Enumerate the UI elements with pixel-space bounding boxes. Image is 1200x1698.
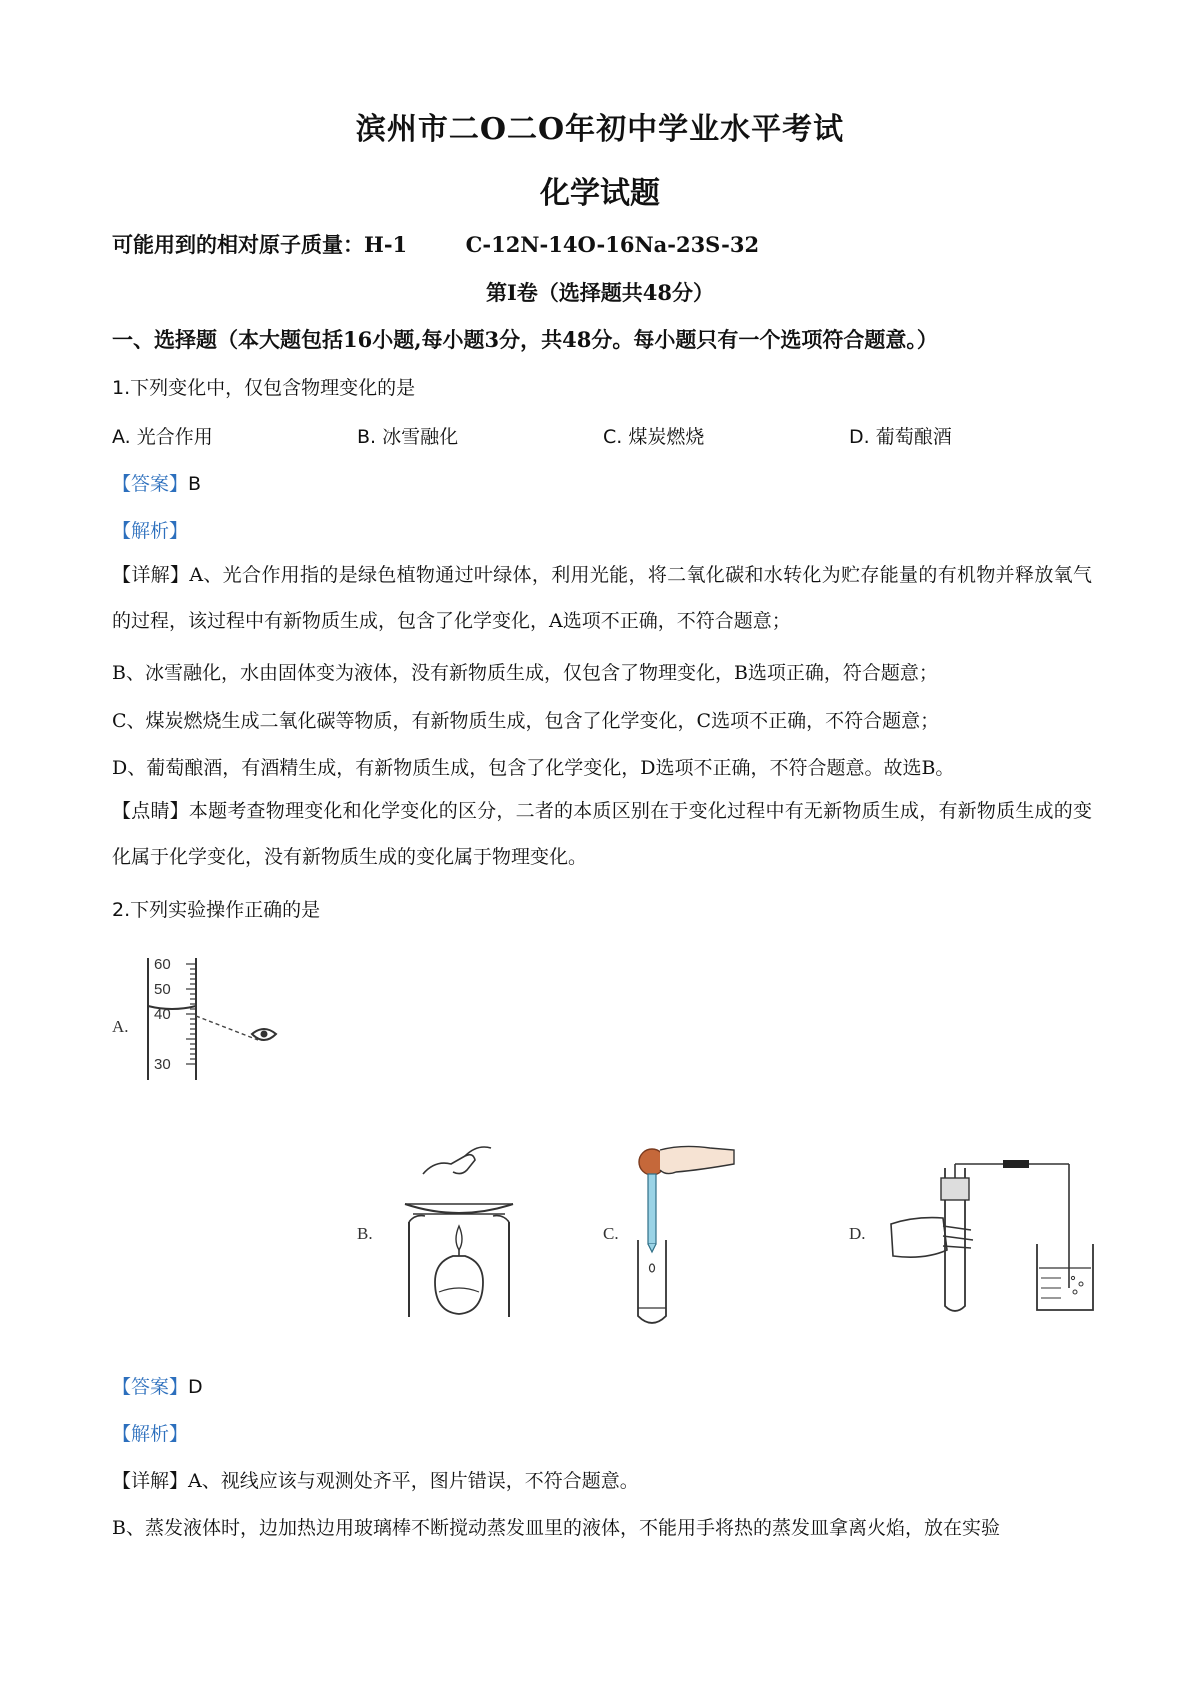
q2-answer (112, 1372, 203, 1399)
fig-a-cylinder-diagram (140, 956, 290, 1086)
rubber-connector (1003, 1160, 1029, 1168)
sight-line (196, 1016, 258, 1040)
q1-comment (112, 788, 1092, 880)
fig-c-dropper-diagram (630, 1140, 740, 1330)
answer-label: 【答案】 (112, 473, 189, 495)
tick-40: 40 (154, 1006, 171, 1023)
q1-detail-b: B、冰雪融化，水由固体变为液体，没有新物质生成，仅包含了物理变化，B选项正确，符合题意； (112, 662, 938, 684)
evaporating-dish (405, 1204, 513, 1213)
tick-50: 50 (154, 981, 171, 998)
atomic-masses: 可能用到的相对原子质量：H-1 C-12N-14O-16Na-23S-32 (112, 232, 760, 257)
q1-option-d: D. 葡萄酿酒 (849, 426, 952, 448)
q1-detail-c: C、煤炭燃烧生成二氧化碳等物质，有新物质生成，包含了化学变化，C选项不正确，不符合题意； (112, 710, 940, 732)
dropper-tube (648, 1174, 656, 1244)
section-heading: 一、选择题（本大题包括16小题,每小题3分，共48分。每小题只有一个选项符合题意。） (112, 327, 938, 352)
hand-icon (891, 1218, 947, 1258)
beaker (1037, 1244, 1093, 1310)
q2-detail-b: B、蒸发液体时，边加热边用玻璃棒不断搅动蒸发皿里的液体，不能用手将热的蒸发皿拿离火焰，放在实验 (112, 1517, 1000, 1539)
fig-c-label: C. (603, 1224, 619, 1243)
q2-detail-a (112, 1466, 639, 1493)
detail-text: A、视线应该与观测处齐平，图片错误，不符合题意。 (188, 1470, 639, 1492)
detail-text: A、光合作用指的是绿色植物通过叶绿体，利用光能，将二氧化碳和水转化为贮存能量的有机物并释放氧气的过程，该过程中有新物质生成，包含了化学变化，A选项不正确，不符合题意； (112, 564, 1092, 632)
q1-detail-d: D、葡萄酿酒，有酒精生成，有新物质生成，包含了化学变化，D选项不正确，不符合题意。故选B。 (112, 757, 955, 779)
hand-icon (660, 1146, 734, 1173)
alcohol-lamp (435, 1256, 483, 1314)
droplet (650, 1264, 655, 1272)
fig-d-airtightness-diagram (885, 1160, 1095, 1320)
q1-option-a: A. 光合作用 (112, 426, 213, 448)
answer-value: B (188, 473, 202, 495)
q2-analysis-label: 【解析】 (112, 1423, 189, 1445)
q1-stem: 1.下列变化中，仅包含物理变化的是 (112, 377, 416, 399)
answer-value: D (188, 1376, 203, 1398)
bubble (1073, 1290, 1077, 1294)
tick-30: 30 (154, 1056, 171, 1073)
q1-answer (112, 469, 201, 496)
hand-icon (423, 1155, 475, 1174)
fig-b-evaporation-diagram (395, 1142, 525, 1322)
flame-icon (456, 1226, 462, 1250)
fig-a-label: A. (112, 1017, 129, 1036)
detail-label: 【详解】 (112, 1470, 189, 1492)
q1-option-c: C. 煤炭燃烧 (603, 426, 705, 448)
fig-d-label: D. (849, 1224, 866, 1243)
comment-label: 【点睛】 (112, 800, 189, 822)
detail-label: 【详解】 (112, 564, 190, 586)
exam-title: 滨州市二O二O年初中学业水平考试 (355, 112, 845, 147)
q1-analysis-label: 【解析】 (112, 520, 189, 542)
volume-heading: 第I卷（选择题共48分） (485, 280, 715, 305)
tick-60: 60 (154, 956, 171, 973)
q1-detail-a (112, 552, 1092, 644)
answer-label: 【答案】 (112, 1376, 189, 1398)
exam-subtitle: 化学试题 (540, 176, 660, 211)
stopper (941, 1178, 969, 1200)
q1-option-b: B. 冰雪融化 (357, 426, 459, 448)
fig-b-label: B. (357, 1224, 373, 1243)
q2-stem: 2.下列实验操作正确的是 (112, 899, 321, 921)
comment-text: 本题考查物理变化和化学变化的区分，二者的本质区别在于变化过程中有无新物质生成，有新物质生成的变化属于化学变化，没有新物质生成的变化属于物理变化。 (112, 800, 1092, 868)
